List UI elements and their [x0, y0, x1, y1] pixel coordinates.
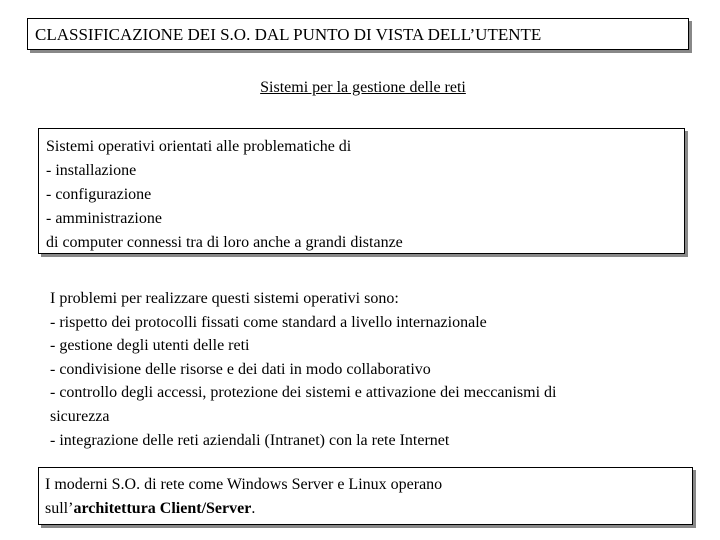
problem-item: - rispetto dei protocolli fissati come standard a livello internazionale: [50, 313, 487, 331]
definition-line: - configurazione: [46, 186, 152, 203]
page-title: CLASSIFICAZIONE DEI S.O. DAL PUNTO DI VISTA DELL’UTENTE: [35, 25, 542, 44]
modern-os-suffix: .: [251, 500, 256, 517]
subtitle: [0, 79, 720, 97]
architecture-term: architettura Client/Server: [73, 500, 252, 517]
problems-section: [50, 287, 700, 452]
problem-item: - controllo degli accessi, protezione dei sistemi e attivazione dei meccanismi di: [50, 384, 557, 402]
definition-line: Sistemi operativi orientati alle problematiche di: [46, 138, 352, 155]
subtitle-text: Sistemi per la gestione delle reti: [260, 79, 466, 96]
modern-os-line: I moderni S.O. di rete come Windows Server e Linux operano: [45, 476, 443, 493]
definition-line: - installazione: [46, 162, 137, 179]
problem-item: - gestione degli utenti delle reti: [50, 337, 250, 355]
modern-os-box: [38, 467, 693, 525]
modern-os-prefix: sull’: [45, 500, 74, 517]
modern-os-line-2: [45, 497, 692, 521]
problem-item: - condivisione delle risorse e dei dati in modo collaborativo: [50, 360, 431, 378]
definition-box: [38, 128, 685, 254]
definition-line: di computer connessi tra di loro anche a grandi distanze: [46, 234, 403, 251]
problem-item: sicurezza: [50, 407, 110, 425]
problem-item: - integrazione delle reti aziendali (Intranet) con la rete Internet: [50, 431, 450, 449]
page-title-box: [27, 18, 689, 50]
problems-intro: I problemi per realizzare questi sistemi operativi sono:: [50, 290, 399, 307]
definition-line: - amministrazione: [46, 210, 162, 227]
